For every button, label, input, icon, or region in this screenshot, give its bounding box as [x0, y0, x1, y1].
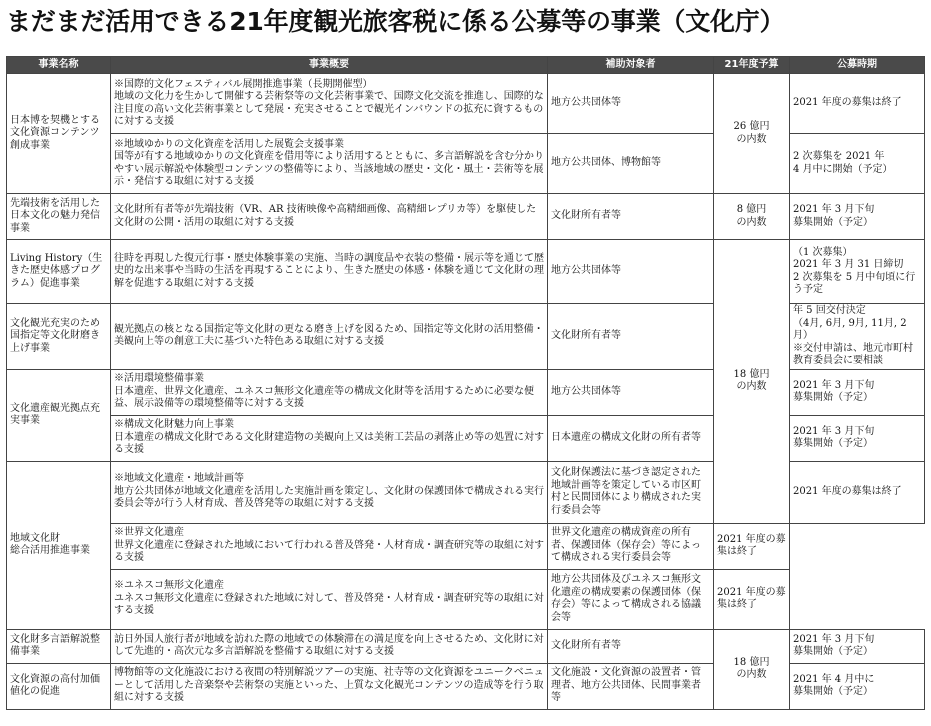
table-row — [7, 569, 925, 629]
project-timing: 2 次募集を 2021 年 4 月中に開始（予定） — [790, 134, 925, 194]
table-row — [7, 74, 925, 134]
project-name: Living History（生きた歴史体感プログラム）促進事業 — [7, 240, 111, 304]
table-row — [7, 240, 925, 304]
table-row — [7, 523, 925, 569]
header-budget: 21年度予算 — [714, 57, 790, 74]
project-timing: 2021 年度の募集は終了 — [714, 569, 790, 629]
project-overview: 文化財所有者等が先端技術（VR、AR 技術映像や高精細画像、高精細レプリカ等）を駆使した文化財の公開・活用の取組に対する支援 — [111, 194, 548, 240]
project-timing: 2021 年度の募集は終了 — [790, 461, 925, 523]
project-target: 地方公共団体、博物館等 — [548, 134, 714, 194]
header-target: 補助対象者 — [548, 57, 714, 74]
project-name: 文化観光充実のため国指定等文化財磨き上げ事業 — [7, 304, 111, 370]
project-name: 文化財多言語解説整備事業 — [7, 629, 111, 663]
project-overview: 観光拠点の核となる国指定等文化財の更なる磨き上げを図るため、国指定等文化財の活用整備・美観向上等の創意工夫に基づいた特色ある取組に対する支援 — [111, 304, 548, 370]
project-target: 日本遺産の構成文化財の所有者等 — [548, 415, 714, 461]
project-name: 文化資源の高付加価値化の促進 — [7, 663, 111, 709]
project-overview: 往時を再現した復元行事・歴史体験事業の実施、当時の調度品や衣装の整備・展示等を通じて歴史的な出来事や当時の生活を再現することにより、生きた歴史の体感・体験を通じて文化財の理解を促進する取組に対する支援 — [111, 240, 548, 304]
project-timing: 2021 年 3 月下旬 募集開始（予定） — [790, 369, 925, 415]
project-overview: 博物館等の文化施設における夜間の特別解説ツアーの実施、社寺等の文化資源をユニークベニューとして活用した音楽祭や芸術祭の実施といった、上質な文化観光コンテンツの造成等を行う取組に対する支援 — [111, 663, 548, 709]
page-title: まだまだ活用できる21年度観光旅客税に係る公募等の事業（文化庁） — [6, 7, 785, 36]
project-timing: 2021 年度の募集は終了 — [790, 74, 925, 134]
project-timing: （1 次募集） 2021 年 3 月 31 日締切 2 次募集を 5 月中旬頃に行う予定 — [790, 240, 925, 304]
header-timing: 公募時期 — [790, 57, 925, 74]
project-overview: ※世界文化遺産 世界文化遺産に登録された地域において行われる普及啓発・人材育成・調査研究等の取組に対する支援 — [111, 523, 548, 569]
project-overview: ※地域文化遺産・地域計画等 地方公共団体が地域文化遺産を活用した実施計画を策定し、文化財の保護団体で構成される実行委員会等が行う人材育成、普及啓発等の取組に対する支援 — [111, 461, 548, 523]
table-row — [7, 629, 925, 663]
project-overview: 訪日外国人旅行者が地域を訪れた際の地域での体験滞在の満足度を向上させるため、文化財に対して先進的・高次元な多言語解説を整備する取組に対する支援 — [111, 629, 548, 663]
project-timing: 2021 年 3 月下旬 募集開始（予定） — [790, 415, 925, 461]
project-name: 地域文化財 総合活用推進事業 — [7, 461, 111, 629]
project-target: 文化財所有者等 — [548, 629, 714, 663]
project-target: 文化財所有者等 — [548, 194, 714, 240]
project-timing: 2021 年度の募集は終了 — [714, 523, 790, 569]
project-target: 地方公共団体等 — [548, 74, 714, 134]
project-timing: 2021 年 3 月下旬 募集開始（予定） — [790, 194, 925, 240]
project-overview: ※構成文化財魅力向上事業 日本遺産の構成文化財である文化財建造物の美観向上又は美術工芸品の剥落止め等の処置に対する支援 — [111, 415, 548, 461]
project-budget: 26 億円 の内数 — [714, 74, 790, 194]
project-name: 先端技術を活用した日本文化の魅力発信事業 — [7, 194, 111, 240]
project-budget: 18 億円 の内数 — [714, 240, 790, 524]
table-header-row — [7, 57, 925, 74]
project-target: 地方公共団体等 — [548, 240, 714, 304]
project-target: 文化財所有者等 — [548, 304, 714, 370]
project-overview: ※ユネスコ無形文化遺産 ユネスコ無形文化遺産に登録された地域に対して、普及啓発・人材育成・調査研究等の取組に対する支援 — [111, 569, 548, 629]
project-timing: 2021 年 4 月中に 募集開始（予定） — [790, 663, 925, 709]
grant-table — [6, 56, 925, 710]
project-target: 地方公共団体及びユネスコ無形文化遺産の構成要素の保護団体（保存会）等によって構成される協議会等 — [548, 569, 714, 629]
project-overview: ※活用環境整備事業 日本遺産、世界文化遺産、ユネスコ無形文化遺産等の構成文化財等を活用するために必要な便益、展示設備等の環境整備等に対する支援 — [111, 369, 548, 415]
header-overview: 事業概要 — [111, 57, 548, 74]
project-budget: 18 億円 の内数 — [714, 629, 790, 709]
header-project-name: 事業名称 — [7, 57, 111, 74]
project-overview: ※地域ゆかりの文化資産を活用した展覧会支援事業 国等が有する地域ゆかりの文化資産を借用等により活用するとともに、多言語解説を含む分かりやすい展示解説や体験型コンテンツの整備等により、当該地域の歴史・文化・風土・芸術等を展示・発信する取組に対する支援 — [111, 134, 548, 194]
project-target: 文化施設・文化資源の設置者・管理者、地方公共団体、民間事業者等 — [548, 663, 714, 709]
table-row — [7, 194, 925, 240]
project-target: 世界文化遺産の構成資産の所有者、保護団体（保存会）等によって構成される実行委員会等 — [548, 523, 714, 569]
project-target: 地方公共団体等 — [548, 369, 714, 415]
project-name: 日本博を契機とする文化資源コンテンツ創成事業 — [7, 74, 111, 194]
project-overview: ※国際的文化フェスティバル展開推進事業（長期開催型） 地域の文化力を生かして開催する芸術祭等の文化芸術事業で、国際文化交流を推進し、国際的な注目度の高い文化芸術事業として発展・充実させることで観光インバウンドの拡充に資するものに対する支援 — [111, 74, 548, 134]
project-timing: 年 5 回交付決定 （4月, 6月, 9月, 11月, 2月） ※交付申請は、地元市町村教育委員会に要相談 — [790, 304, 925, 370]
project-timing: 2021 年 3 月下旬 募集開始（予定） — [790, 629, 925, 663]
project-budget: 8 億円 の内数 — [714, 194, 790, 240]
project-target: 文化財保護法に基づき認定された地域計画等を策定している市区町村と民間団体により構成された実行委員会等 — [548, 461, 714, 523]
project-name: 文化遺産観光拠点充実事業 — [7, 369, 111, 461]
